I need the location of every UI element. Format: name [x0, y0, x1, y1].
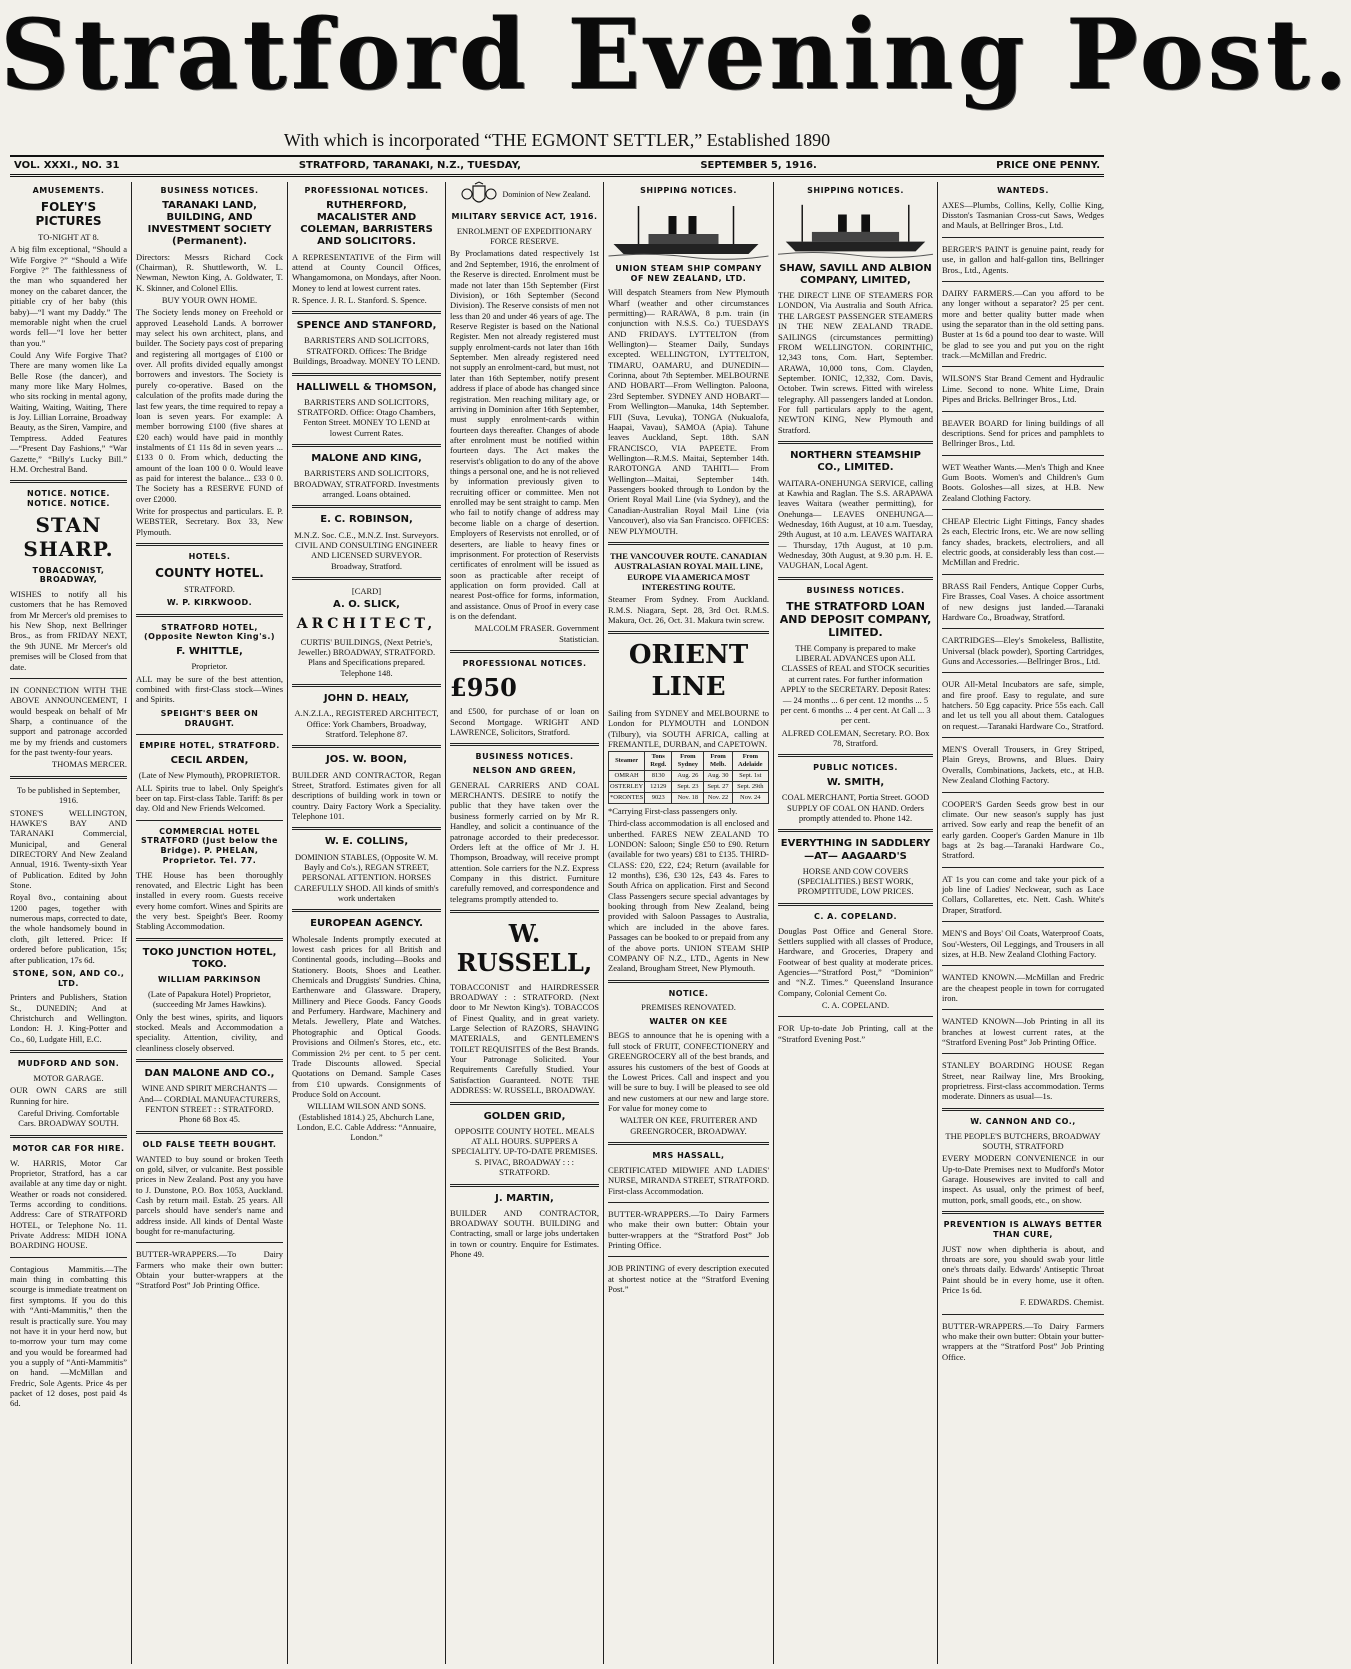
- ad-heading: EUROPEAN AGENCY.: [310, 918, 423, 930]
- ad-body: BUTTER-WRAPPERS.—To Dairy Farmers who make their own butter: Obtain your butter-wrappers at the “Stratford Post” Job Printing Office.: [942, 1320, 1104, 1362]
- divider: [292, 505, 441, 508]
- ad-subheading: ENROLMENT OF EXPEDITIONARY FORCE RESERVE.: [456, 225, 593, 247]
- wanted-item: CARTRIDGES—Eley's Smokeless, Ballistite, Universal (black powder), Sporting Cartridges, Guns and Accessories.—Bellringer Bros., Ltd.: [942, 635, 1104, 666]
- ad-heading: NELSON AND GREEN,: [472, 765, 577, 775]
- table-cell: Sept. 1st: [732, 771, 768, 782]
- ad-line: [CARD]: [351, 586, 382, 597]
- divider: [942, 509, 1104, 510]
- ad-line: STRATFORD.: [184, 583, 235, 594]
- ad-body: A big film exceptional, “Should a Wife Forgive ?” “Should a Wife Forgive ?” The faithlessness of the man who squandered her money on the cabaret dancer, the pitiable cry of her baby (this baby)—“I want my Daddy.” The memorable night when the cruel words fell—“I love her better than you.”: [10, 244, 127, 348]
- ad-subheading: TOBACCONIST, BROADWAY,: [32, 565, 105, 585]
- ad-body: BUILDER AND CONTRACTOR, Regan Street, Stratford. Estimates given for all descriptions of building work in town or country. Dairy Factory Work a Speciality. Telephone 101.: [292, 769, 441, 822]
- ad-subheading: F. WHITTLE,: [176, 646, 243, 658]
- ad-heading: COUNTY HOTEL.: [155, 565, 264, 580]
- crest-block: [450, 182, 599, 208]
- ad-heading: WALTER ON KEE: [649, 1016, 728, 1026]
- ad-heading: THE VANCOUVER ROUTE. CANADIAN AUSTRALASIAN ROYAL MAIL LINE, EUROPE VIA AMERICA MOST INTERESTING ROUTE.: [610, 550, 767, 592]
- section-heading: AMUSEMENTS.: [32, 186, 105, 195]
- divider: [136, 820, 283, 821]
- notice-heading: NOTICE. NOTICE. NOTICE. NOTICE.: [27, 489, 110, 509]
- ad-body: Sailing from SYDNEY and MELBOURNE to London for PLYMOUTH and LONDON (Tilbury), via SOUTH AFRICA, calling at FREMANTLE, DURBAN, and CAPETOWN.: [608, 707, 769, 749]
- divider: [450, 1102, 599, 1105]
- ad-line: Proprietor.: [191, 661, 228, 672]
- ad-heading: JOS. W. BOON,: [326, 754, 407, 766]
- ad-heading: C. A. COPELAND.: [813, 911, 898, 921]
- newspaper-title: Stratford Evening Post.: [0, 0, 1351, 111]
- ad-heading: OLD FALSE TEETH BOUGHT.: [142, 1139, 277, 1149]
- column-1: [6, 182, 132, 1664]
- ad-heading: COMMERCIAL HOTEL STRATFORD (Just below the Bridge). P. PHELAN, Proprietor. Tel. 77.: [141, 826, 278, 865]
- ad-body: TOBACCONIST and HAIRDRESSER BROADWAY : : STRATFORD. (Next door to Mr Newton King's). TOBACCOS of Finest Quality, and in great variety. Large Selection of RAZORS, SHAVING MATERIALS, and GENTLEMEN'S TOILET REQUISITES of the Best Brands. Your Patronage Solicited. Your Requirements Carefully Studied. Your Satisfaction Guaranteed. NOTE THE ADDRESS: W. RUSSELL, BROADWAY.: [450, 981, 599, 1096]
- dateline: [10, 155, 1104, 177]
- wanted-item: WILSON'S Star Brand Cement and Hydraulic Lime. Second to none. White Lime, Drain Pipes and Bricks. Bellringer Bros., Ltd.: [942, 373, 1104, 405]
- divider: [292, 444, 441, 447]
- ad-body: WAITARA-ONEHUNGA SERVICE, calling at Kawhia and Raglan. The S.S. ARAPAWA leaves Waitara (weather permitting), for Onehunga— LEAVES ONEHUNGA— Wednesday, 16th August, at 10 a.m. Tuesday, 29th August, at 10 a.m. LEAVES WAITARA— Thursday, 17th August, at 10 p.m. Wednesday, 30th August, at 9.30 p.m. H. E. VAUGHAN, Local Agent.: [778, 477, 933, 571]
- ad-heading: W. RUSSELL,: [456, 919, 593, 978]
- ad-signature: ALFRED COLEMAN, Secretary. P.O. Box 78, Stratford.: [781, 727, 930, 748]
- table-cell: Nov. 18: [672, 792, 704, 803]
- ad-heading: SPENCE AND STANFORD,: [296, 320, 437, 332]
- ad-body: WISHES to notify all his customers that he has Removed from Mr Mercer's old premises to his New Shop, next Bellringer Bros., as from FRIDAY NEXT, the 9th JUNE. Mr Mercer's old premises will be Closed from that date.: [10, 589, 127, 672]
- ad-line: TO-NIGHT AT 8.: [38, 232, 99, 242]
- ad-body: Royal 8vo., containing about 1200 pages, together with numerous maps, corrected to date, the whole handsomely bound in cloth, gilt lettered. Price: If ordered before publication, 15s; after publication, 17s 6d.: [10, 892, 127, 965]
- steamship-illustration: [778, 200, 933, 260]
- ad-heading: NORTHERN STEAMSHIP CO., LIMITED.: [790, 450, 921, 474]
- ad-body: ALL Spirits true to label. Only Speight's beer on tap. First-class Table. Tariff: 8s per day. Old and New Friends Welcomed.: [136, 782, 283, 814]
- column-7: [938, 182, 1108, 1664]
- ad-heading: W. CANNON AND CO.,: [970, 1116, 1076, 1126]
- wanted-item: WANTED KNOWN.—McMillan and Fredric are the cheapest people in town for corrugated iron.: [942, 972, 1104, 1003]
- ad-line: (Late of New Plymouth), PROPRIETOR.: [138, 770, 281, 781]
- wanted-item: OUR All-Metal Incubators are safe, simple, and fire proof. Easy to regulate, and sure hatchers. 50 Egg capacity. Price 55s each. Call and let us tell you all about them. Catalogues on request.—Taranaki Hardware Co., Stratford.: [942, 679, 1104, 731]
- ad-body: A.N.Z.I.A., REGISTERED ARCHITECT, Office: York Chambers, Broadway, Stratford. Telephone 87.: [294, 708, 439, 740]
- ad-body: COAL MERCHANT, Portia Street. GOOD SUPPLY OF COAL ON HAND. Orders promptly attended to. Phone 142.: [781, 792, 930, 823]
- section-heading: PUBLIC NOTICES.: [813, 763, 898, 773]
- ad-body: WINE AND SPIRIT MERCHANTS —And— CORDIAL MANUFACTURERS, FENTON STREET : : STRATFORD. Phone 68 Box 45.: [138, 1083, 281, 1125]
- ad-body: GENERAL CARRIERS AND COAL MERCHANTS. DESIRE to notify the public that they have taken over the business formerly carried on by Mr R. Handley, and solicit a continuance of the patronage accorded to their predecessor. Orders left at the office of Mr J. H. Thompson, Broadway, will receive prompt attention. Sole carriers for the N.Z. Express Company in this district. Furniture carefully removed, and correspondence and telegrams promptly attended to.: [450, 779, 599, 904]
- divider: [942, 737, 1104, 738]
- table-row: [609, 792, 769, 803]
- ad-line: MOTOR GARAGE.: [33, 1072, 104, 1083]
- ad-body: By Proclamations dated respectively 1st and 2nd September, 1916, the enrolment of the Reserve is directed. Enrolment must be made not later than 15th September (First Division), or 16th September (Second Division). The Reserve consists of men not less than 20 and under 46 years of age. The Reserve Register is based on the National Register. Men not already registered must supply enrolment-cards not later than 16th September. Men already registered need not supply an enrolment-card, but must, not later than 16th September, notify present address if place of abode has changed since registration. Men reaching military age, or arriving in Dominion after 16th September, must supply enrolment-cards within fourteen days thereafter. Changes of abode after enrolment must be notified within fourteen days. The Act makes the reservist's obligation to do any of the above things a personal one, and he is not relieved by information previously given to recruiting officer or committee. Men not enrolled may be sent straight to camp. Men who fail to notify change of address may become liable on a charge of desertion. Employers of Reservists not enrolled, or of deserters, are liable to heavy fines or imprisonment. For protection of Reservists certificates of enrolment will be issued as soon as practicable after receipt of application on form provided. Call at nearest Post-office for forms, information, and assistance. Onus of Proof in every case is on the defendant.: [450, 248, 599, 622]
- ad-body: CERTIFICATED MIDWIFE AND LADIES' NURSE, MIRANDA STREET, STRATFORD. First-class Accommodation.: [608, 1164, 769, 1196]
- ad-heading: UNION STEAM SHIP COMPANY OF NEW ZEALAND, LTD.: [615, 263, 762, 283]
- column-2: [132, 182, 288, 1664]
- section-heading: BUSINESS NOTICES.: [160, 186, 259, 195]
- divider: [450, 1184, 599, 1187]
- ad-heading: PREVENTION IS ALWAYS BETTER THAN CURE,: [943, 1220, 1103, 1239]
- ad-signature: MALCOLM FRASER. Government Statistician.: [474, 623, 599, 644]
- ad-heading: TOKO JUNCTION HOTEL, TOKO.: [142, 946, 277, 971]
- wanted-item: CHEAP Electric Light Fittings, Fancy shades 2s each, Electric Irons, etc. We are now selling fancy shades, brackets, electroliers, and all electric goods, at considerably less than cost.—McMillan and Fredric.: [942, 516, 1104, 568]
- ad-heading: STAN SHARP.: [23, 512, 114, 562]
- table-header-row: [609, 752, 769, 771]
- sailing-table: [608, 751, 769, 804]
- divider: [292, 684, 441, 687]
- ad-body: BEGS to announce that he is opening with a full stock of FRUIT, CONFECTIONERY and GREENGROCERY all of the best brands, and assures his customers of the best of Goods at the Lowest Prices. Call and inspect and you will be sure to buy. I will be pleased to see old and new customers at our new and large store. For value for money come to: [608, 1030, 769, 1113]
- table-cell: Nov. 24: [732, 792, 768, 803]
- ad-body: IN CONNECTION WITH THE ABOVE ANNOUNCEMENT, I would bespeak on behalf of Mr Sharp, a continuance of the support and patronage accorded me by my friends and customers for the past twenty-four years.: [10, 684, 127, 758]
- wanted-item: BEAVER BOARD for lining buildings of all descriptions. Send for prices and pamphlets to Bellringer Bros., Ltd.: [942, 417, 1104, 449]
- table-cell: Sept. 29th: [732, 782, 768, 793]
- ad-heading: DAN MALONE AND CO.,: [144, 1068, 275, 1080]
- columns: [6, 182, 1108, 1664]
- ad-heading: SHAW, SAVILL AND ALBION COMPANY, LIMITED,: [779, 262, 932, 286]
- ad-heading: W. SMITH,: [826, 777, 885, 789]
- masthead: [0, 0, 1351, 130]
- ad-body: Steamer From Sydney. From Auckland. R.M.S. Niagara, Sept. 28, 3rd Oct. R.M.S. Makura, Oct. 26, Oct. 31. Makura twin screw.: [608, 594, 769, 626]
- divider: [450, 743, 599, 746]
- ad-line: To be published in September, 1916.: [16, 784, 121, 806]
- ad-body: Wholesale Indents promptly executed at lowest cash prices for all British and Continental goods, including—Books and Stationery. Boots, Shoes and Leather. Chemicals and Druggists' Sundries. China, Earthenware and Glassware. Drapery, Millinery and Piece Goods. Fancy Goods and Perfumery. Hardware, Machinery and Metals. Jewellery, Plate and Watches. Photographic and Optical Goods. Provisions and Oilmen's Stores, etc., etc. Commission 2½ per cent. to 5 per cent. Trade Discounts allowed. Special Quotations on Demand. Sample Cases from £10 upwards. Consignments of Produce Sold on Account.: [292, 933, 441, 1099]
- ad-body: Contagious Mammitis.—The main thing in combatting this scourge is immediate treatment on first symptoms. If you do this with “Anti-Mammitis,” then the result is practically sure. You may not have it in your herd now, but to-morrow your turn may come and you would be forearmed had you a supply of “Anti-Mammitis” on hand. —McMillan and Fredric, Sole Agents. Price 4s per packet of 12 doses, post paid 4s 6d.: [10, 1263, 127, 1409]
- ad-heading: RUTHERFORD, MACALISTER AND COLEMAN, BARRISTERS AND SOLICITORS.: [300, 199, 433, 248]
- wanted-item: WET Weather Wants.—Men's Thigh and Knee Gum Boots. Women's and Children's Gum Boots. Goloshes—all sizes, at H.B. New Zealand Clothing Factory.: [942, 461, 1104, 503]
- divider: [292, 827, 441, 830]
- divider: [942, 1211, 1104, 1214]
- divider: [778, 441, 933, 444]
- wanted-item: MEN'S and Boys' Oil Coats, Waterproof Coats, Sou'-Westers, Oil Leggings, and Trousers in all sizes, at H.B. New Zealand Clothing Factory.: [942, 928, 1104, 959]
- ad-subheading: W. P. KIRKWOOD.: [166, 597, 253, 607]
- ad-heading: THE STRATFORD LOAN AND DEPOSIT COMPANY, LIMITED.: [779, 599, 932, 640]
- ad-body: OUR OWN CARS are still Running for hire.: [10, 1085, 127, 1106]
- divider: [136, 1059, 283, 1062]
- divider: [942, 672, 1104, 673]
- ad-subheading: PREMISES RENOVATED.: [641, 1002, 736, 1013]
- table-cell: OSTERLEY: [609, 782, 645, 793]
- ad-body: Douglas Post Office and General Store. Settlers supplied with all classes of Produce, Hardware, and Groceries, Drapery and Footwear of best quality at moderate prices. Agencies—“Stratford Post,” “Dominion” and “N.Z. Times.” Queensland Insurance Company, Colonial Cement Co.: [778, 925, 933, 998]
- ad-heading: TARANAKI LAND, BUILDING, AND INVESTMENT SOCIETY (Permanent).: [147, 199, 272, 248]
- ad-heading: MALONE AND KING,: [311, 453, 422, 465]
- divider: [292, 577, 441, 580]
- table-row: [609, 771, 769, 782]
- section-heading: BUSINESS NOTICES.: [806, 585, 905, 595]
- divider: [942, 628, 1104, 629]
- ad-heading: E. C. ROBINSON,: [320, 514, 413, 526]
- ad-line: (Late of Papakura Hotel) Proprietor, (succeeding Mr James Hawkins).: [147, 988, 272, 1010]
- ad-body: JOB PRINTING of every description executed at shortest notice at the “Stratford Evening Post.”: [608, 1263, 769, 1295]
- table-header-cell: Steamer: [609, 752, 645, 771]
- divider: [942, 1108, 1104, 1111]
- ad-body: ALL may be sure of the best attention, combined with first-Class stock—Wines and Spirits.: [136, 673, 283, 705]
- ad-signature: WALTER ON KEE, FRUITERER AND GREENGROCER, BROADWAY.: [619, 1115, 758, 1136]
- ad-body: OPPOSITE COUNTY HOTEL. MEALS AT ALL HOURS. SUPPERS A SPECIALITY. UP-TO-DATE PREMISES. S. PIVAC, BROADWAY : : : STRATFORD.: [451, 1125, 598, 1178]
- divider: [942, 1009, 1104, 1010]
- ad-subheading: WILLIAM PARKINSON: [157, 975, 262, 985]
- divider: [10, 776, 127, 779]
- divider: [942, 965, 1104, 966]
- divider: [942, 867, 1104, 868]
- divider: [10, 1135, 127, 1138]
- ad-signature: F. EDWARDS. Chemist.: [1019, 1297, 1104, 1308]
- table-row: [609, 782, 769, 793]
- divider: [942, 281, 1104, 282]
- divider: [942, 1314, 1104, 1315]
- ad-body: M.N.Z. Soc. C.E., M.N.Z. Inst. Surveyors. CIVIL AND CONSULTING ENGINEER AND LICENSED SURVEYOR. Broadway, Stratford.: [294, 529, 439, 571]
- ad-heading: HALLIWELL & THOMSON,: [296, 381, 437, 393]
- ad-signature: C. A. COPELAND.: [821, 1000, 890, 1011]
- ad-heading: ORIENT LINE: [628, 640, 749, 703]
- table-header-cell: From Sydney: [672, 752, 704, 771]
- section-heading: BUSINESS NOTICES.: [475, 752, 574, 762]
- table-header-cell: Tons Regd.: [645, 752, 672, 771]
- ad-body: and £500, for purchase of or loan on Second Mortgage. WRIGHT AND LAWRENCE, Solicitors, Stratford.: [450, 706, 599, 737]
- divider: [10, 1257, 127, 1258]
- divider: [942, 921, 1104, 922]
- wanted-item: BERGER'S PAINT is genuine paint, ready for use, in gallon and half-gallon tins, Bellringer Bros., Ltd., Agents.: [942, 243, 1104, 275]
- divider: [608, 542, 769, 545]
- ad-heading: GOLDEN GRID,: [483, 1110, 566, 1122]
- divider: [778, 829, 933, 832]
- ad-body: FOR Up-to-date Job Printing, call at the “Stratford Evening Post.”: [778, 1023, 933, 1044]
- ad-heading: MUDFORD AND SON.: [17, 1059, 120, 1069]
- ad-body: BUTTER-WRAPPERS.—To Dairy Farmers who make their own butter: Obtain your butter-wrappers at the “Stratford Post” Job Printing Office.: [608, 1208, 769, 1250]
- divider: [292, 311, 441, 314]
- divider: [10, 678, 127, 679]
- divider: [608, 1256, 769, 1257]
- divider: [778, 903, 933, 906]
- section-heading: HOTELS.: [188, 552, 231, 562]
- divider: [10, 480, 127, 483]
- wanted-item: AXES—Plumbs, Collins, Kelly, Collie King, Disston's Tasmanian Cross-cut Saws, Wedges and Mauls, at Bellringer Bros., Ltd.: [942, 199, 1104, 231]
- ad-body: BARRISTERS AND SOLICITORS, STRATFORD. Office: Otago Chambers, Fenton Street. MONEY TO LEND at lowest Current Rates.: [297, 396, 436, 438]
- table-cell: 9023: [645, 792, 672, 803]
- ad-subheading: THE PEOPLE'S BUTCHERS, BROADWAY SOUTH, STRATFORD: [945, 1130, 1101, 1151]
- table-cell: Nov. 22: [704, 792, 732, 803]
- ad-heading: MRS HASSALL,: [652, 1151, 725, 1161]
- ad-heading: £950: [450, 672, 517, 702]
- table-cell: 12129: [645, 782, 672, 793]
- table-cell: *ORONTES: [609, 792, 645, 803]
- wanted-item: WANTED KNOWN—Job Printing in all its branches at lowest current rates, at the “Stratford Evening Post” Job Printing Office.: [942, 1016, 1104, 1048]
- divider: [608, 1202, 769, 1203]
- section-heading: NOTICE.: [668, 988, 709, 998]
- ad-heading: FOLEY'S PICTURES: [35, 199, 102, 229]
- ad-heading: A. O. SLICK,: [333, 599, 400, 611]
- newspaper-subtitle: With which is incorporated “THE EGMONT SETTLER,” Established 1890: [283, 130, 831, 150]
- place-line: STRATFORD, TARANAKI, N.Z., TUESDAY,: [298, 160, 521, 171]
- section-heading: WANTEDS.: [997, 186, 1049, 195]
- divider: [136, 1131, 283, 1134]
- ad-body: A REPRESENTATIVE of the Firm will attend at County Council Offices, Whangamomona, on Mondays, after Noon. Money to lend at lowest current rates.: [292, 251, 441, 293]
- issue-price: PRICE ONE PENNY.: [996, 160, 1100, 171]
- ad-body: EVERY MODERN CONVENIENCE in our Up-to-Date Premises next to Mudford's Motor Garage. Housewives are invited to call and inspect. As usual, only the primest of beef, mutton, pork, small goods, etc., on show.: [942, 1153, 1104, 1205]
- ad-heading: MOTOR CAR FOR HIRE.: [12, 1143, 125, 1153]
- divider: [136, 734, 283, 735]
- table-header-cell: From Melb.: [704, 752, 732, 771]
- table-cell: Aug. 30: [704, 771, 732, 782]
- ad-body: STONE'S WELLINGTON, HAWKE'S BAY AND TARANAKI Commercial, Municipal, and General DIRECTORY And New Zealand Annual, 1916. Twenty-sixth Year of Publication. Edited by John Stone.: [10, 807, 127, 891]
- ad-body: THE House has been thoroughly renovated, and Electric Light has been installed in every room. Guests receive every home comfort. Wines and Spirits are the very best. Speight's Beer. Roomy Stabling Accommodation.: [136, 869, 283, 932]
- divider: [942, 366, 1104, 367]
- ad-heading: EVERYTHING IN SADDLERY —AT— AAGAARD'S: [780, 838, 931, 862]
- divider: [136, 543, 283, 546]
- divider: [942, 574, 1104, 575]
- column-5: [604, 182, 774, 1664]
- table-cell: Sept. 27: [704, 782, 732, 793]
- divider: [136, 614, 283, 617]
- ad-body: Could Any Wife Forgive That? There are many women like La Belle Rose (the dancer), and many more like Mary Holmes, who sits rocking in mental agony, Waiting, Waiting, Waiting, There is Joy. Lillian Lorraine, Broadway Beauty, as the Siren, Vampire, and Temptress. Added Features—“Present Day Fashions,” “War Gazette,” “Billy's Lucky Bill.” H.M. Orchestral Band.: [10, 349, 127, 474]
- wanted-item: STANLEY BOARDING HOUSE Regan Street, near Railway line, Mrs Brooking, proprietress. First-class accommodation. Terms moderate. Dinners as usual—1s.: [942, 1060, 1104, 1102]
- ad-heading: STRATFORD HOTEL, (Opposite Newton King's.): [143, 622, 276, 642]
- divider: [942, 1053, 1104, 1054]
- ad-heading: MILITARY SERVICE ACT, 1916.: [451, 212, 598, 221]
- ad-signature: Write for prospectus and particulars. E. P. WEBSTER, Secretary. Box 33, New Plymouth.: [136, 506, 283, 537]
- divider: [292, 745, 441, 748]
- column-3: [288, 182, 446, 1664]
- ad-body: Directors: Messrs Richard Cock (Chairman), R. Shuttleworth, W. L. Newman, Newton King, A. Goldwater, T. K. Skinner, and Colonel Ellis.: [136, 251, 283, 293]
- ad-body: BUILDER AND CONTRACTOR, BROADWAY SOUTH. BUILDING and Contracting, small or large jobs undertaken in town or country. Enquire for Estimates. Phone 49.: [450, 1207, 599, 1260]
- divider: [942, 411, 1104, 412]
- divider: [778, 754, 933, 757]
- ad-signature: WILLIAM WILSON AND SONS. (Established 1814.) 25, Abchurch Lane, London, E.C. Cable Address: “Annuaire, London.”: [296, 1101, 437, 1143]
- ad-subheading: SPEIGHT'S BEER ON DRAUGHT.: [160, 708, 259, 728]
- table-header-cell: From Adelaide: [732, 752, 768, 771]
- ad-body: BARRISTERS AND SOLICITORS, STRATFORD. Offices: The Bridge Buildings, Broadway. MONEY TO LEND.: [293, 335, 440, 367]
- wanted-item: AT 1s you can come and take your pick of a job line of Ladies' Neckwear, such as Lace Collars, Collarettes, etc. Nett. Cash. White's Draper, Stratford.: [942, 873, 1104, 915]
- ad-subheading: ARCHITECT,: [296, 615, 437, 632]
- ad-heading: W. E. COLLINS,: [324, 836, 409, 848]
- section-heading: PROFESSIONAL NOTICES.: [462, 659, 587, 669]
- table-cell: Aug. 26: [672, 771, 704, 782]
- ad-body: THE DIRECT LINE OF STEAMERS FOR LONDON, Via Australia and South Africa. THE LARGEST PASSENGER STEAMERS IN THE NEW ZEALAND TRADE. SAILINGS (circumstances permitting) FROM WELLINGTON. CORINTHIC, 12,343 tons, Com. Hart, September. ARAWA, 10,000 tons, Com. Clayden, September. IONIC, 12,332, Com. Davis, October. Twin screws. Fitted with wireless telegraphy. All passengers landed at London. For full particulars apply to the agent, NEWTON KING, New Plymouth and Stratford.: [778, 290, 933, 435]
- divider: [778, 577, 933, 580]
- section-heading: SHIPPING NOTICES.: [807, 186, 904, 195]
- table-cell: 8130: [645, 771, 672, 782]
- ad-body: Third-class accommodation is all enclosed and unberthed. FARES NEW ZEALAND TO LONDON: Saloon; Single £50 to £90. Return (available for two years) £81 to £135. THIRD-CLASS: £20, £22, £24; Return (available for 12 months), £36, £30 12s, £43 4s. Fares to South Africa on application. First and Second Class Passengers secure special advantages by booking through from New Zealand, being provided with Saloon Passages to Australia, which are included in the above fares. Passages can be booked to or prepaid from any of the above ports. UNION STEAM SHIP COMPANY OF N.Z., LTD., Agents in New Zealand, Brougham Street, New Plymouth.: [608, 818, 769, 974]
- ad-body: BUTTER-WRAPPERS.—To Dairy Farmers who make their own butter: Obtain your butter-wrappers at the “Stratford Post” Job Printing Office.: [136, 1249, 283, 1291]
- divider: [608, 631, 769, 634]
- ad-body: W. HARRIS, Motor Car Proprietor, Stratford, has a car available at any time day or night. Weather or roads not considered. Terms according to conditions. Address: Care of STRATFORD HOTEL, or Telephone No. 11. Private Address: MIDH IONA BOARDING HOUSE.: [10, 1157, 127, 1251]
- divider: [10, 1050, 127, 1053]
- divider: [292, 909, 441, 912]
- ad-body: Will despatch Steamers from New Plymouth Wharf (weather and other circumstances permitting)— RARAWA, 8 p.m. train (in conjunction with N.S.S. Co.) TUESDAYS AND FRIDAYS. LYTTELTON (from Wellington)— Steamer Daily, Sundays excepted. WELLINGTON, LYTTELTON, TIMARU, OAMARU, and DUNEDIN— Corinna, about 7th September. MELBOURNE AND HOBART—From Wellington. Paloona, 23rd September. SYDNEY AND HOBART— From Wellington—Manuka, 14th September. FIJI (Suva, Levuka), TONGA (Nukualofa, Haapai, Vavau), SAMOA (Apia). Tahune leaves Auckland, Sept. 18th. SAN FRANCISCO, VIA PAPEETE. From Wellington—R.M.S. Maitai, September 14th. RAROTONGA AND TAHITI— From Wellington—Maitai, September 14th. Passengers booked through to London by the Orient Royal Mail Line (via Sydney), and the Canadian-Australian Royal Mail Line (via Vancouver), also via San Francisco. OFFICES: NEW PLYMOUTH.: [608, 287, 769, 536]
- section-heading: SHIPPING NOTICES.: [640, 186, 737, 195]
- divider: [136, 938, 283, 941]
- divider: [292, 373, 441, 376]
- ad-body: Printers and Publishers, Station St., DUNEDIN; And at Christchurch and Wellington. London: H. J. King-Potter and Co., 60, Ludgate Hill, E.C.: [10, 992, 127, 1044]
- ad-body: THE Company is prepared to make LIBERAL ADVANCES upon ALL CLASSES of REAL and STOCK securities at current rates. For further information APPLY to the SECRETARY. Deposit Rates:— 24 months ... 6 per cent. 12 months ... 5 per cent. 6 months ... 4 per cent. At Call ... 3 per cent.: [780, 642, 931, 726]
- divider: [942, 455, 1104, 456]
- ad-subheading: CECIL ARDEN,: [170, 755, 249, 767]
- table-cell: OMRAH: [609, 771, 645, 782]
- ad-line: Careful Driving. Comfortable Cars. BROADWAY SOUTH.: [17, 1108, 120, 1129]
- ad-body: The Society lends money on Freehold or approved Leasehold Lands. A borrower may select his own architect, plans, and builder. The Society pays cost of preparing and registering all mortgages of £100 or over. All profits divided equally amongst borrowers and investors. The Society is purely co-operative. Based on the calculation of the profits made during the last few years, the time required to repay a loan is seven years. For example: A member borrowing £100 (five shares at £20 each) would have paid in monthly instalments of £1 11s 8d in seven years ... £133 0 0. From which, deducting the amount of the loan 100 0 0. Would leave as paid for interest the balance... £33 0 0. The Society has a RESERVE FUND of over £2000.: [136, 307, 283, 504]
- column-4: [446, 182, 604, 1664]
- ad-body: WANTED to buy sound or broken Teeth on gold, silver, or vulcanite. Best possible prices in New Zealand. Post any you have to J. Dunstone, P.O. Box 1053, Auckland. Cash by return mail. Estab. 25 years. All parcels should have sender's name and address inside. All kinds of Dental Waste bought for re-manufacturing.: [136, 1153, 283, 1237]
- ad-heading: JOHN D. HEALY,: [323, 693, 410, 705]
- ad-line: BUY YOUR OWN HOME.: [161, 294, 258, 305]
- ad-body: CURTIS' BUILDINGS, (Next Petrie's, Jeweller.) BROADWAY, STRATFORD. Plans and Specifications prepared. Telephone 148.: [297, 636, 436, 678]
- divider: [942, 792, 1104, 793]
- divider: [136, 1242, 283, 1243]
- ad-body: BARRISTERS AND SOLICITORS, BROADWAY, STRATFORD. Investments arranged. Loans obtained.: [293, 468, 440, 500]
- crest-caption: Dominion of New Zealand.: [502, 190, 591, 200]
- ad-signature: R. Spence. J. R. L. Stanford. S. Spence.: [292, 294, 427, 305]
- wanted-item: DAIRY FARMERS.—Can you afford to be any longer without a separator? 25 per cent. more and better quality butter made when using the separator than in the old setting pans. Buster at 1s 6d a pound too dear to waste. Will be glad to see you and put you on the right track.—McMillan and Fredric.: [942, 287, 1104, 361]
- divider: [778, 1016, 933, 1017]
- ad-body: DOMINION STABLES, (Opposite W. M. Bayly and Co's.), REGAN STREET, PERSONAL ATTENTION. HORSES CAREFULLY SHOD. All kinds of smith's work undertaken: [294, 851, 439, 904]
- divider: [450, 650, 599, 653]
- ad-body: HORSE AND COW COVERS (SPECIALITIES.) BEST WORK, PROMPTITUDE, LOW PRICES.: [797, 865, 914, 897]
- ad-heading: EMPIRE HOTEL, STRATFORD.: [139, 741, 280, 751]
- column-6: [774, 182, 938, 1664]
- ad-signature: THOMAS MERCER.: [51, 759, 127, 770]
- ad-body: Only the best wines, spirits, and liquors stocked. Meals and Accommodation a speciality. Attention, civility, and cleanliness closely observed.: [136, 1011, 283, 1053]
- divider: [608, 980, 769, 983]
- wanted-item: BRASS Rail Fenders, Antique Copper Curbs, Fire Brasses, Coal Vases. A choice assortment of new designs just landed.—Taranaki Hardware Co., Broadway, Stratford.: [942, 580, 1104, 622]
- wanted-item: MEN'S Overall Trousers, in Grey Striped, Plain Greys, Browns, and Blues. Dairy Overalls, Combinations, Jackets, etc., at H.B. New Zealand Clothing Factory.: [942, 744, 1104, 786]
- volume-number: VOL. XXXI., NO. 31: [14, 160, 120, 171]
- ad-note: *Carrying First-class passengers only.: [608, 805, 738, 816]
- ad-heading: J. MARTIN,: [495, 1192, 554, 1204]
- section-heading: PROFESSIONAL NOTICES.: [304, 186, 429, 195]
- steamship-illustration: [608, 200, 769, 260]
- table-cell: Sept. 23: [672, 782, 704, 793]
- coat-of-arms-icon: [459, 182, 499, 208]
- divider: [942, 237, 1104, 238]
- divider: [608, 1142, 769, 1145]
- issue-date: SEPTEMBER 5, 1916.: [700, 160, 817, 171]
- divider: [450, 910, 599, 913]
- wanted-item: COOPER'S Garden Seeds grow best in our climate. Our new season's supply has just arrived. Sow early and reap the benefit of an early garden. Cooper's Garden Manure in 1lb bags at 2s bag.—Taranaki Hardware Co., Stratford.: [942, 798, 1104, 861]
- ad-subheading: STONE, SON, AND CO., LTD.: [12, 968, 125, 988]
- ad-body: JUST now when diphtheria is about, and throats are sore, you should swab your little one's throats daily. Edwards' Antiseptic Throat Paint should be in every home, use it often. Price 1s 6d.: [942, 1243, 1104, 1296]
